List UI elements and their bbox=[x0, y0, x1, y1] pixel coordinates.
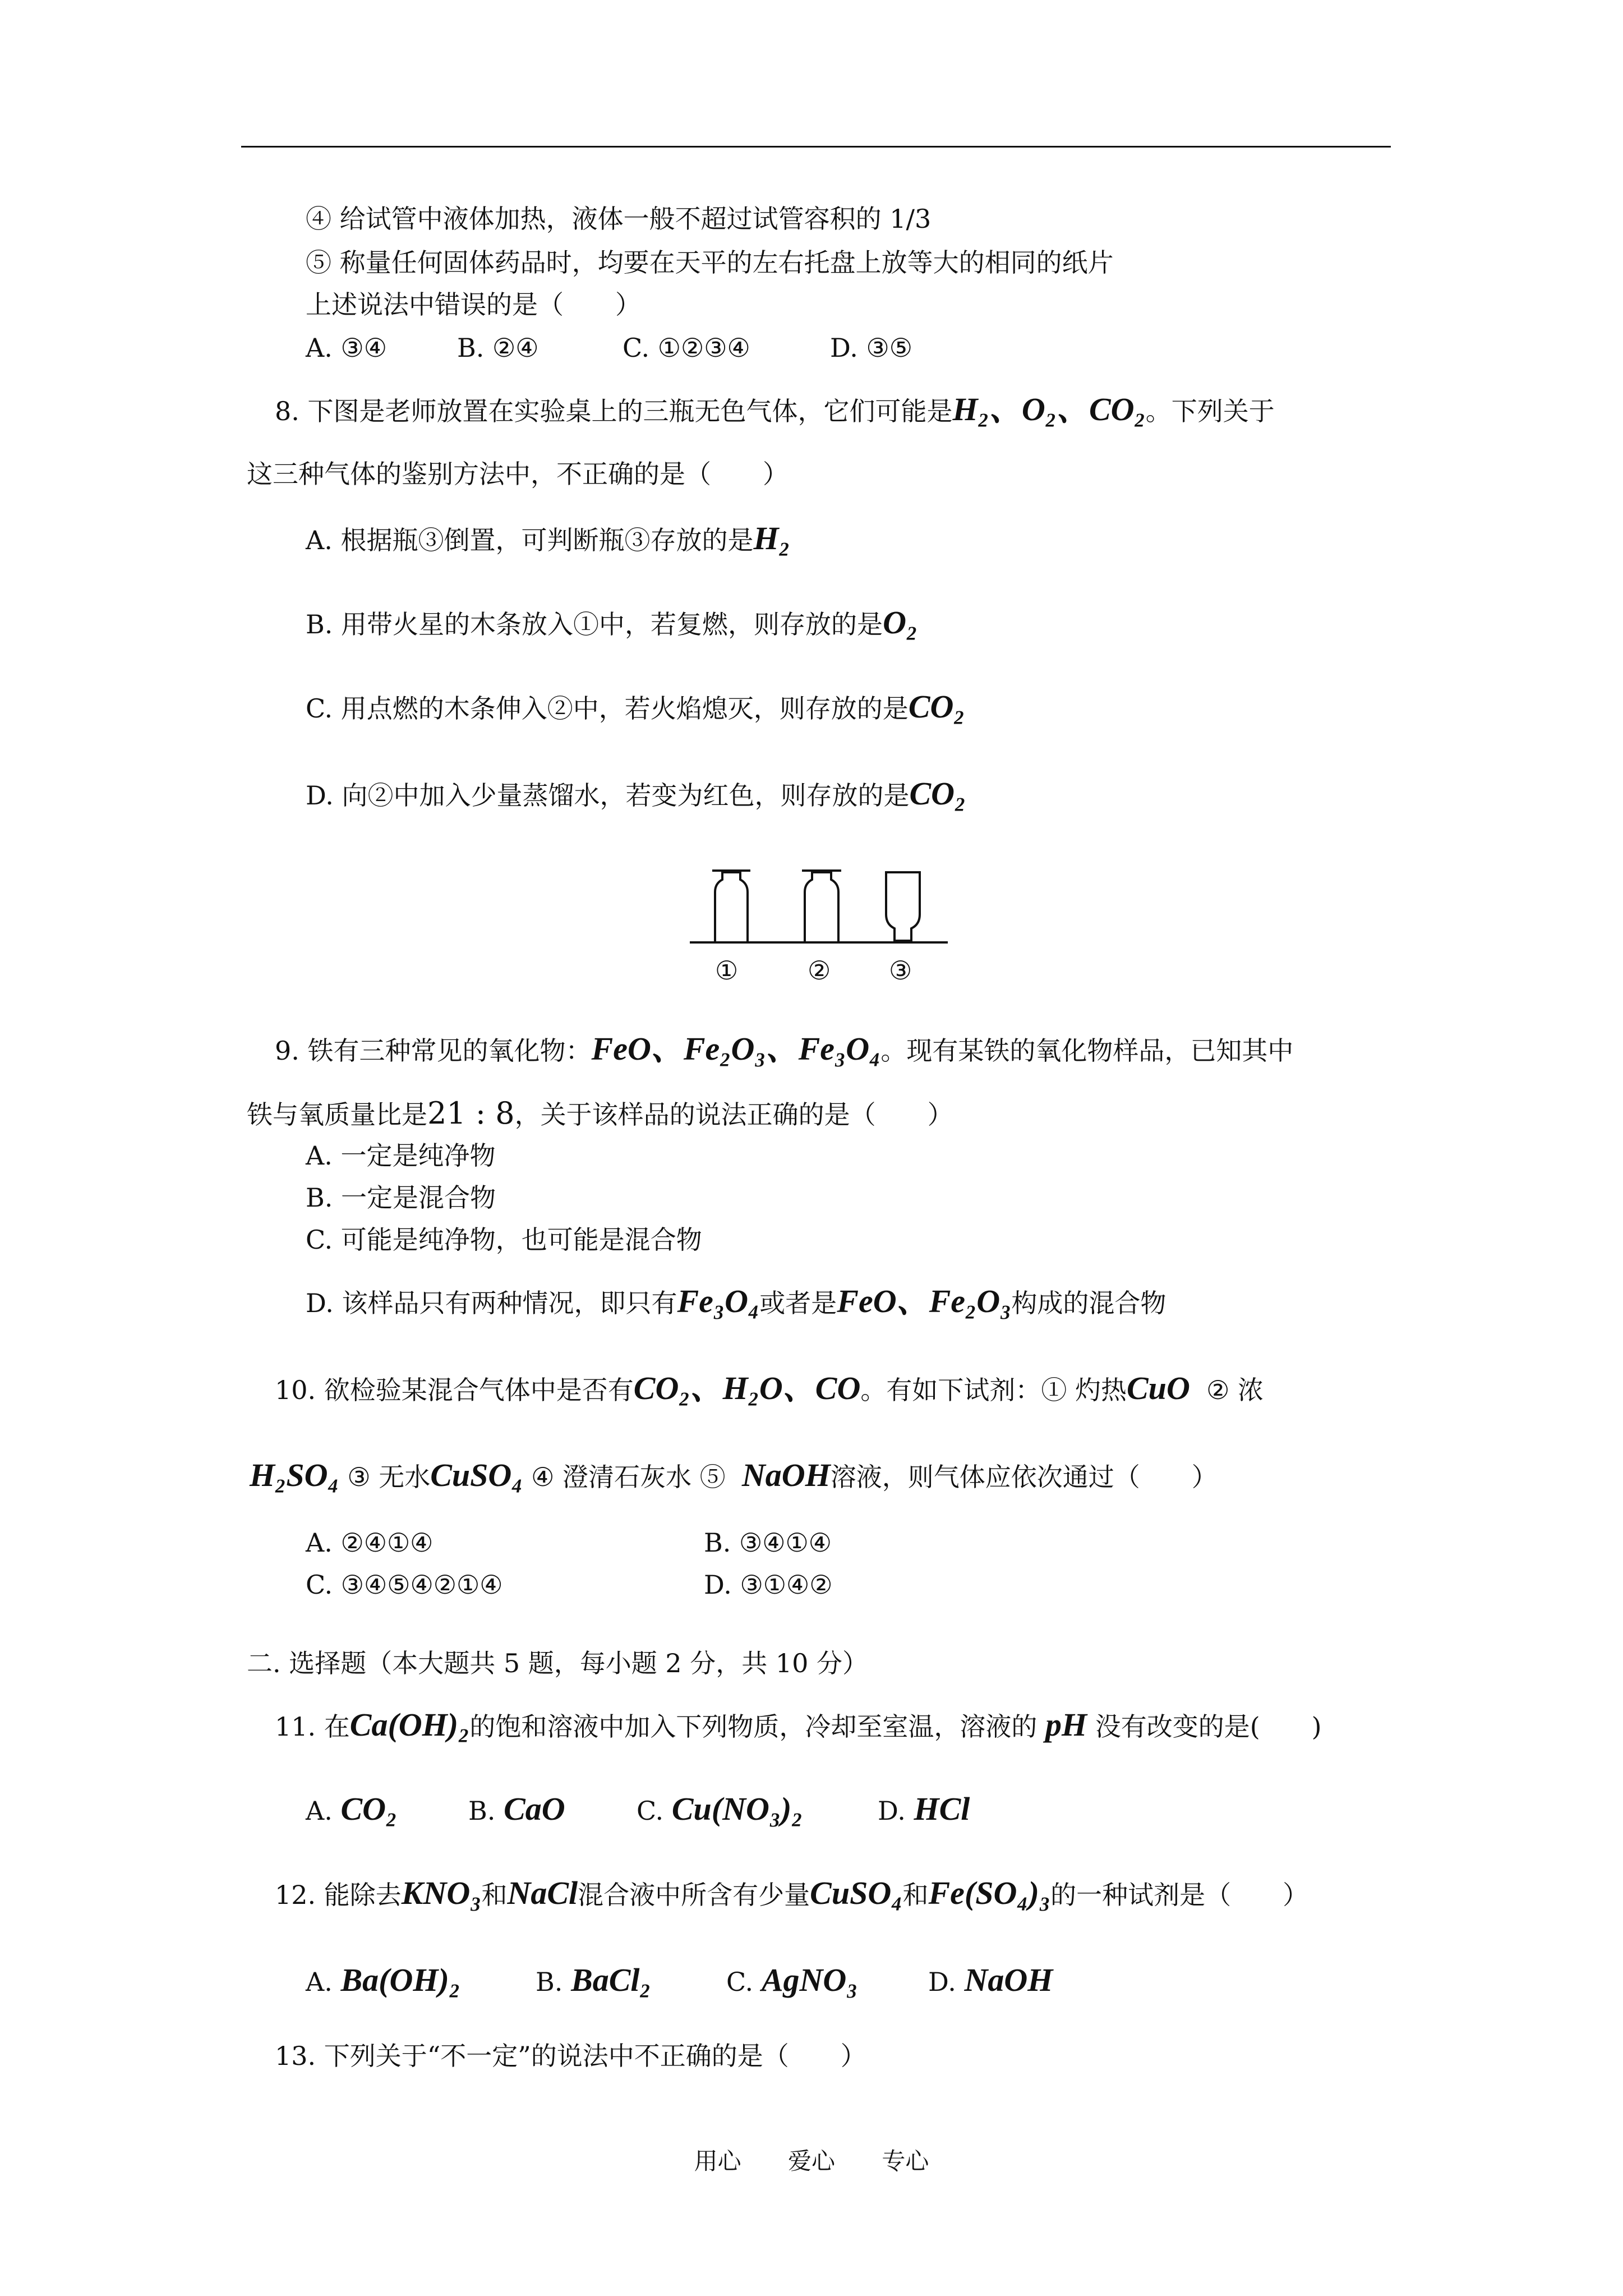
q11-options bbox=[306, 1792, 970, 1828]
q12-option-c[interactable] bbox=[726, 1963, 928, 1999]
q12-and-1: 和 bbox=[481, 1880, 508, 1910]
q9-option-d-tail: 构成的混合物 bbox=[1011, 1288, 1166, 1318]
q7-option-c[interactable]: C. ①②③④ bbox=[623, 333, 750, 363]
q10-option-a[interactable]: A. ②④①④ bbox=[306, 1527, 434, 1558]
q9-stem2-text: 铁与氧质量比是 bbox=[247, 1099, 427, 1130]
section-2-heading: 二. 选择题（本大题共 5 题，每小题 2 分，共 10 分） bbox=[247, 1648, 869, 1678]
q11-option-d-label: D. bbox=[878, 1796, 906, 1826]
q12-option-d-label: D. bbox=[928, 1967, 956, 1997]
q10-reagent-4-5-text: ④ 澄清石灰水 ⑤ bbox=[531, 1462, 726, 1492]
q10-stem-text: 10. 欲检验某混合气体中是否有 bbox=[275, 1375, 634, 1405]
bottle-label-1: ① bbox=[715, 955, 739, 986]
q11-option-b-label: B. bbox=[468, 1796, 496, 1826]
q9-oxides-formula: FeO、Fe₂O₃、Fe₃O₄ bbox=[591, 1030, 881, 1067]
q10-h2so4-formula: H₂SO₄ bbox=[250, 1457, 339, 1493]
q12-options bbox=[306, 1963, 1053, 1999]
q8-stem-text: 8. 下图是老师放置在实验桌上的三瓶无色气体，它们可能是 bbox=[275, 396, 953, 426]
q8-option-b[interactable] bbox=[306, 606, 917, 641]
q11-stem bbox=[275, 1708, 1322, 1743]
q7-question-line: 上述说法中错误的是（ ） bbox=[306, 289, 641, 320]
q9-stem-line1 bbox=[275, 1032, 1293, 1068]
q11-option-c-formula: Cu(NO₃)₂ bbox=[671, 1791, 803, 1827]
q12-cuso4-formula: CuSO₄ bbox=[810, 1875, 903, 1911]
q9-option-b[interactable]: B. 一定是混合物 bbox=[306, 1182, 496, 1213]
q10-reagent-3-text: ③ 无水 bbox=[347, 1462, 431, 1492]
q8-option-a-formula: H₂ bbox=[753, 520, 790, 556]
q9-option-d-formula2: FeO、Fe₂O₃ bbox=[837, 1283, 1012, 1319]
q8-gases-formula: H₂、O₂、CO₂ bbox=[952, 391, 1146, 427]
q11-option-a-label: A. bbox=[306, 1796, 333, 1826]
q10-naoh-formula: NaOH bbox=[741, 1457, 831, 1493]
q8-option-c[interactable] bbox=[306, 690, 965, 725]
q8-option-d-text: D. 向②中加入少量蒸馏水，若变为红色，则存放的是 bbox=[306, 780, 910, 811]
q11-option-b-formula: CaO bbox=[504, 1791, 565, 1827]
q12-option-d-formula: NaOH bbox=[964, 1962, 1053, 1998]
q11-stem-tail: 没有改变的是( ) bbox=[1095, 1711, 1322, 1742]
q7-options bbox=[306, 331, 912, 365]
q8-option-a-text: A. 根据瓶③倒置，可判断瓶③存放的是 bbox=[306, 525, 754, 555]
q9-stem-tail: 。现有某铁的氧化物样品，已知其中 bbox=[880, 1036, 1294, 1066]
q11-option-d-formula: HCl bbox=[914, 1791, 970, 1827]
q11-ph: pH bbox=[1045, 1706, 1087, 1743]
q10-option-c[interactable]: C. ③④⑤④②①④ bbox=[306, 1570, 503, 1600]
page-footer: 用心 爱心 专心 bbox=[694, 2147, 929, 2175]
q11-option-d[interactable] bbox=[878, 1792, 970, 1828]
q12-stem-tail: 的一种试剂是（ ） bbox=[1050, 1880, 1309, 1910]
q12-kno3-formula: KNO₃ bbox=[401, 1875, 482, 1911]
q8-option-a[interactable] bbox=[306, 522, 790, 557]
statement-5: ⑤ 称量任何固体药品时，均要在天平的左右托盘上放等大的相同的纸片 bbox=[306, 247, 1114, 278]
q8-option-d[interactable] bbox=[306, 777, 966, 812]
q12-option-d[interactable] bbox=[928, 1963, 1053, 1999]
q10-option-b[interactable]: B. ③④①④ bbox=[704, 1527, 832, 1558]
q10-cuo-formula: CuO bbox=[1127, 1370, 1190, 1406]
q7-option-a[interactable]: A. ③④ bbox=[306, 333, 387, 363]
q10-stem-tail: 溶液，则气体应依次通过（ ） bbox=[830, 1462, 1218, 1492]
q12-option-a-formula: Ba(OH)₂ bbox=[340, 1962, 461, 1998]
q8-option-d-formula: CO₂ bbox=[909, 775, 966, 812]
q12-option-b[interactable] bbox=[536, 1963, 726, 1999]
bottle-3-inverted bbox=[886, 872, 920, 941]
q12-option-c-label: C. bbox=[726, 1967, 754, 1997]
q10-option-d[interactable]: D. ③①④② bbox=[704, 1570, 833, 1600]
q11-option-c-label: C. bbox=[637, 1796, 664, 1826]
q9-ratio: 21 : 8 bbox=[427, 1096, 515, 1131]
q11-stem-mid: 的饱和溶液中加入下列物质，冷却至室温，溶液的 bbox=[469, 1711, 1038, 1742]
q12-feso4-formula: Fe(SO₄)₃ bbox=[928, 1875, 1051, 1911]
bottle-label-2: ② bbox=[808, 955, 831, 986]
q12-nacl-formula: NaCl bbox=[507, 1875, 578, 1911]
q9-option-d-text: D. 该样品只有两种情况，即只有 bbox=[306, 1288, 677, 1318]
q12-option-b-label: B. bbox=[536, 1967, 563, 1997]
q9-option-d-formula1: Fe₃O₄ bbox=[677, 1283, 760, 1319]
q7-option-d[interactable]: D. ③⑤ bbox=[830, 333, 912, 363]
q12-option-a[interactable] bbox=[306, 1963, 536, 1999]
q8-option-c-text: C. 用点燃的木条伸入②中，若火焰熄灭，则存放的是 bbox=[306, 693, 909, 724]
q12-stem bbox=[275, 1876, 1308, 1912]
header-rule bbox=[241, 146, 1391, 148]
q12-and-2: 和 bbox=[902, 1880, 929, 1910]
q11-stem-text: 11. 在 bbox=[275, 1711, 350, 1742]
q8-option-b-text: B. 用带火星的木条放入①中，若复燃，则存放的是 bbox=[306, 609, 883, 639]
q9-option-d-mid: 或者是 bbox=[759, 1288, 837, 1318]
q8-stem-line1 bbox=[275, 393, 1275, 428]
q11-option-c[interactable] bbox=[637, 1792, 878, 1828]
q8-stem-tail: 。下列关于 bbox=[1145, 396, 1275, 426]
q12-option-c-formula: AgNO₃ bbox=[761, 1962, 858, 1998]
q9-stem2-tail: ，关于该样品的说法正确的是（ ） bbox=[514, 1099, 953, 1130]
q8-option-b-formula: O₂ bbox=[883, 604, 918, 641]
q12-option-b-formula: BaCl₂ bbox=[571, 1962, 651, 1998]
q10-reagent-2-text: ② 浓 bbox=[1206, 1375, 1264, 1405]
q12-stem-text: 12. 能除去 bbox=[275, 1880, 402, 1910]
q12-option-a-label: A. bbox=[306, 1967, 333, 1997]
bottle-label-3: ③ bbox=[889, 955, 912, 986]
q8-option-c-formula: CO₂ bbox=[908, 688, 965, 725]
q8-stem-line2: 这三种气体的鉴别方法中，不正确的是（ ） bbox=[247, 459, 789, 489]
q7-option-b[interactable]: B. ②④ bbox=[457, 333, 539, 363]
q13-stem: 13. 下列关于“不一定”的说法中不正确的是（ ） bbox=[275, 2041, 866, 2071]
bottle-1 bbox=[715, 872, 748, 942]
q11-option-b[interactable] bbox=[468, 1792, 637, 1828]
q11-option-a-formula: CO₂ bbox=[340, 1791, 398, 1827]
q10-reagent-1-text: 。有如下试剂：① 灼热 bbox=[860, 1375, 1127, 1405]
q9-option-c[interactable]: C. 可能是纯净物，也可能是混合物 bbox=[306, 1225, 702, 1255]
q10-gases-formula: CO₂、H₂O、CO bbox=[633, 1370, 861, 1406]
bottle-2 bbox=[805, 872, 838, 942]
gas-bottles-figure bbox=[684, 858, 953, 999]
q9-stem-text: 9. 铁有三种常见的氧化物： bbox=[275, 1036, 592, 1066]
q10-cuso4-formula: CuSO₄ bbox=[430, 1457, 523, 1493]
q11-option-a[interactable] bbox=[306, 1792, 468, 1828]
q12-stem-mid: 混合液中所含有少量 bbox=[578, 1880, 810, 1910]
q10-stem-line1 bbox=[275, 1372, 1264, 1407]
statement-4: ④ 给试管中液体加热，液体一般不超过试管容积的 1/3 bbox=[306, 204, 932, 234]
q9-option-a[interactable]: A. 一定是纯净物 bbox=[306, 1140, 496, 1171]
q10-stem-line2 bbox=[250, 1458, 1218, 1494]
q11-caoh2-formula: Ca(OH)₂ bbox=[349, 1706, 470, 1743]
q9-stem-line2 bbox=[247, 1097, 953, 1131]
q9-option-d[interactable] bbox=[306, 1285, 1166, 1320]
